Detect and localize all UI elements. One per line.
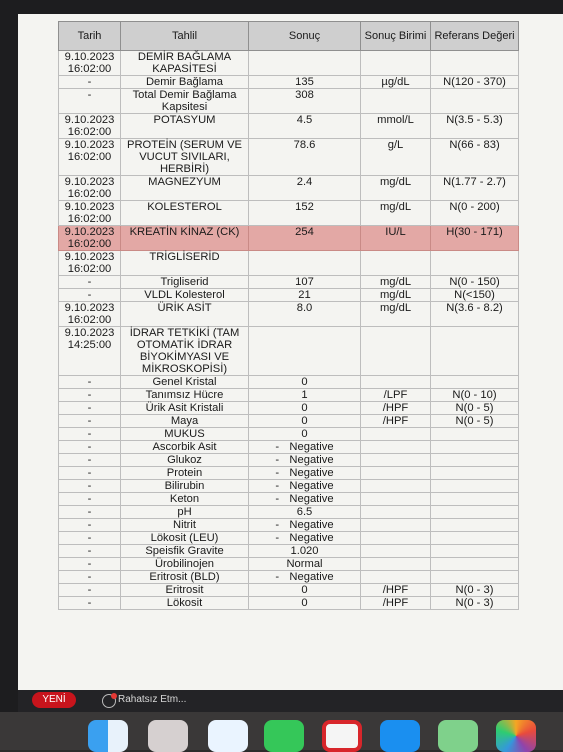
result-dash: - bbox=[275, 532, 280, 544]
cell-result: Normal bbox=[249, 558, 361, 571]
cell-unit: mg/dL bbox=[361, 201, 431, 226]
table-row bbox=[59, 302, 519, 327]
table-row bbox=[59, 139, 519, 176]
cell-test-name: Eritrosit (BLD) bbox=[121, 571, 249, 584]
cell-reference bbox=[431, 545, 519, 558]
cell-result bbox=[249, 327, 361, 376]
cell-reference bbox=[431, 467, 519, 480]
cell-unit bbox=[361, 519, 431, 532]
cell-date: - bbox=[59, 76, 121, 89]
cell-date: 9.10.2023 16:02:00 bbox=[59, 251, 121, 276]
result-dash: - bbox=[275, 480, 280, 492]
photos-icon[interactable] bbox=[496, 720, 536, 752]
result-dash: - bbox=[275, 571, 280, 583]
taskbar bbox=[18, 690, 563, 712]
cell-reference: N(0 - 5) bbox=[431, 415, 519, 428]
cell-reference bbox=[431, 89, 519, 114]
cell-date: - bbox=[59, 597, 121, 610]
header-date[interactable]: Tarih bbox=[59, 22, 121, 51]
cell-unit: /HPF bbox=[361, 584, 431, 597]
cell-unit: /HPF bbox=[361, 597, 431, 610]
screen bbox=[18, 14, 563, 690]
cell-result: 6.5 bbox=[249, 506, 361, 519]
cell-result bbox=[249, 454, 361, 467]
result-value: Negative bbox=[289, 454, 334, 466]
cell-date: 9.10.2023 16:02:00 bbox=[59, 51, 121, 76]
result-dash: - bbox=[275, 519, 280, 531]
dock bbox=[0, 712, 563, 750]
table-row bbox=[59, 415, 519, 428]
cell-test-name: Lökosit bbox=[121, 597, 249, 610]
cell-date: - bbox=[59, 289, 121, 302]
cell-reference bbox=[431, 327, 519, 376]
cell-unit bbox=[361, 545, 431, 558]
cell-date: 9.10.2023 16:02:00 bbox=[59, 114, 121, 139]
cell-test-name: Bilirubin bbox=[121, 480, 249, 493]
table-row bbox=[59, 89, 519, 114]
cell-date: 9.10.2023 16:02:00 bbox=[59, 201, 121, 226]
cell-unit: IU/L bbox=[361, 226, 431, 251]
table-row bbox=[59, 584, 519, 597]
table-row bbox=[59, 176, 519, 201]
table-row bbox=[59, 327, 519, 376]
cell-reference bbox=[431, 428, 519, 441]
lab-results-document bbox=[58, 21, 538, 610]
cell-unit bbox=[361, 454, 431, 467]
cell-test-name: PROTEİN (SERUM VE VUCUT SIVILARI, HERBİRİ) bbox=[121, 139, 249, 176]
cell-test-name: KOLESTEROL bbox=[121, 201, 249, 226]
cell-test-name: Lökosit (LEU) bbox=[121, 532, 249, 545]
cell-result bbox=[249, 51, 361, 76]
result-value: Negative bbox=[289, 571, 334, 583]
cell-result: 0 bbox=[249, 597, 361, 610]
table-row bbox=[59, 467, 519, 480]
cell-unit bbox=[361, 493, 431, 506]
cell-test-name: Keton bbox=[121, 493, 249, 506]
cell-result: 8.0 bbox=[249, 302, 361, 327]
table-row bbox=[59, 76, 519, 89]
cell-unit: /HPF bbox=[361, 402, 431, 415]
cell-reference: N(120 - 370) bbox=[431, 76, 519, 89]
cell-date: - bbox=[59, 519, 121, 532]
cell-result: 4.5 bbox=[249, 114, 361, 139]
cell-unit: mg/dL bbox=[361, 289, 431, 302]
cell-result: 78.6 bbox=[249, 139, 361, 176]
launchpad-icon[interactable] bbox=[148, 720, 188, 752]
cell-reference: N(66 - 83) bbox=[431, 139, 519, 176]
cell-test-name: Trigliserid bbox=[121, 276, 249, 289]
cell-result: 0 bbox=[249, 376, 361, 389]
table-row bbox=[59, 51, 519, 76]
cell-reference bbox=[431, 493, 519, 506]
cell-reference bbox=[431, 558, 519, 571]
cell-date: - bbox=[59, 441, 121, 454]
cell-test-name: KREATİN KİNAZ (CK) bbox=[121, 226, 249, 251]
cell-test-name: Eritrosit bbox=[121, 584, 249, 597]
cell-test-name: MUKUS bbox=[121, 428, 249, 441]
table-body bbox=[59, 51, 519, 610]
cell-reference: N(0 - 10) bbox=[431, 389, 519, 402]
cell-reference bbox=[431, 571, 519, 584]
cell-reference bbox=[431, 532, 519, 545]
cell-date: - bbox=[59, 545, 121, 558]
cell-date: - bbox=[59, 89, 121, 114]
header-test[interactable]: Tahlil bbox=[121, 22, 249, 51]
cell-test-name: Protein bbox=[121, 467, 249, 480]
cell-unit: mg/dL bbox=[361, 302, 431, 327]
mail-icon[interactable] bbox=[380, 720, 420, 752]
cell-result bbox=[249, 571, 361, 584]
cell-test-name: Genel Kristal bbox=[121, 376, 249, 389]
table-row bbox=[59, 201, 519, 226]
cell-result bbox=[249, 251, 361, 276]
cell-unit bbox=[361, 428, 431, 441]
cell-unit bbox=[361, 441, 431, 454]
cell-unit bbox=[361, 327, 431, 376]
cell-test-name: Maya bbox=[121, 415, 249, 428]
cell-test-name: Speisfik Gravite bbox=[121, 545, 249, 558]
table-row bbox=[59, 428, 519, 441]
cell-unit bbox=[361, 51, 431, 76]
result-dash: - bbox=[275, 467, 280, 479]
result-value: Negative bbox=[289, 441, 334, 453]
cell-date: - bbox=[59, 454, 121, 467]
cell-reference: N(0 - 5) bbox=[431, 402, 519, 415]
cell-reference bbox=[431, 519, 519, 532]
cell-reference: H(30 - 171) bbox=[431, 226, 519, 251]
cell-date: - bbox=[59, 480, 121, 493]
maps-icon[interactable] bbox=[438, 720, 478, 752]
cell-unit: mmol/L bbox=[361, 114, 431, 139]
cell-unit bbox=[361, 571, 431, 584]
header-result[interactable]: Sonuç bbox=[249, 22, 361, 51]
cell-reference bbox=[431, 454, 519, 467]
cell-test-name: MAGNEZYUM bbox=[121, 176, 249, 201]
lab-results-table bbox=[58, 21, 519, 610]
cell-unit bbox=[361, 89, 431, 114]
safari-icon[interactable] bbox=[208, 720, 248, 752]
cell-test-name: Glukoz bbox=[121, 454, 249, 467]
cell-test-name: Ascorbik Asit bbox=[121, 441, 249, 454]
cell-test-name: ÜRİK ASİT bbox=[121, 302, 249, 327]
cell-reference: N(0 - 200) bbox=[431, 201, 519, 226]
cell-unit bbox=[361, 532, 431, 545]
result-value: Negative bbox=[289, 532, 334, 544]
result-value: Negative bbox=[289, 493, 334, 505]
cell-test-name: DEMİR BAĞLAMA KAPASİTESİ bbox=[121, 51, 249, 76]
cell-test-name: İDRAR TETKİKİ (TAM OTOMATİK İDRAR BİYOKİMYASI VE MİKROSKOPİSİ) bbox=[121, 327, 249, 376]
cell-date: 9.10.2023 16:02:00 bbox=[59, 302, 121, 327]
cell-result: 135 bbox=[249, 76, 361, 89]
cell-reference bbox=[431, 480, 519, 493]
table-row bbox=[59, 558, 519, 571]
cell-reference: N(<150) bbox=[431, 289, 519, 302]
finder-icon[interactable] bbox=[88, 720, 128, 752]
cell-date: - bbox=[59, 402, 121, 415]
cell-date: - bbox=[59, 558, 121, 571]
cell-date: - bbox=[59, 467, 121, 480]
cell-unit: /HPF bbox=[361, 415, 431, 428]
cell-reference: N(0 - 3) bbox=[431, 584, 519, 597]
cell-result: 2.4 bbox=[249, 176, 361, 201]
cell-date: 9.10.2023 16:02:00 bbox=[59, 139, 121, 176]
table-row bbox=[59, 571, 519, 584]
cell-date: 9.10.2023 16:02:00 bbox=[59, 176, 121, 201]
result-value: Negative bbox=[289, 467, 334, 479]
result-dash: - bbox=[275, 493, 280, 505]
cell-reference: N(0 - 150) bbox=[431, 276, 519, 289]
cell-test-name: VLDL Kolesterol bbox=[121, 289, 249, 302]
table-header-row bbox=[59, 22, 519, 51]
cell-unit bbox=[361, 558, 431, 571]
table-row bbox=[59, 402, 519, 415]
cell-test-name: Nitrit bbox=[121, 519, 249, 532]
cell-result: 21 bbox=[249, 289, 361, 302]
cell-unit bbox=[361, 506, 431, 519]
table-row bbox=[59, 545, 519, 558]
cell-reference: N(1.77 - 2.7) bbox=[431, 176, 519, 201]
cell-result bbox=[249, 467, 361, 480]
cell-unit: /LPF bbox=[361, 389, 431, 402]
cell-reference bbox=[431, 251, 519, 276]
result-dash: - bbox=[275, 441, 280, 453]
cell-unit bbox=[361, 467, 431, 480]
cell-unit bbox=[361, 480, 431, 493]
cell-unit: mg/dL bbox=[361, 176, 431, 201]
header-reference[interactable]: Referans Değeri bbox=[431, 22, 519, 51]
cell-result: 308 bbox=[249, 89, 361, 114]
cell-result bbox=[249, 441, 361, 454]
cell-test-name: Total Demir Bağlama Kapsitesi bbox=[121, 89, 249, 114]
cell-test-name: Ürobilinojen bbox=[121, 558, 249, 571]
cell-reference: N(3.6 - 8.2) bbox=[431, 302, 519, 327]
cell-result bbox=[249, 532, 361, 545]
cell-test-name: Tanımsız Hücre bbox=[121, 389, 249, 402]
table-row bbox=[59, 519, 519, 532]
cell-unit: µg/dL bbox=[361, 76, 431, 89]
cell-date: - bbox=[59, 571, 121, 584]
cell-date: - bbox=[59, 584, 121, 597]
cell-result: 0 bbox=[249, 428, 361, 441]
cell-test-name: Ürik Asit Kristali bbox=[121, 402, 249, 415]
cell-result: 152 bbox=[249, 201, 361, 226]
table-row bbox=[59, 454, 519, 467]
cell-unit bbox=[361, 376, 431, 389]
cell-date: - bbox=[59, 376, 121, 389]
cell-date: - bbox=[59, 493, 121, 506]
table-row bbox=[59, 289, 519, 302]
new-button[interactable]: YENİ bbox=[32, 692, 76, 708]
cell-result: 1 bbox=[249, 389, 361, 402]
cell-result: 1.020 bbox=[249, 545, 361, 558]
cell-reference: N(0 - 3) bbox=[431, 597, 519, 610]
cell-test-name: pH bbox=[121, 506, 249, 519]
cell-reference bbox=[431, 376, 519, 389]
cell-date: - bbox=[59, 415, 121, 428]
table-row bbox=[59, 389, 519, 402]
cell-result: 254 bbox=[249, 226, 361, 251]
cell-unit: g/L bbox=[361, 139, 431, 176]
cell-reference: N(3.5 - 5.3) bbox=[431, 114, 519, 139]
messages-icon[interactable] bbox=[264, 720, 304, 752]
table-row bbox=[59, 376, 519, 389]
table-row bbox=[59, 114, 519, 139]
cell-unit: mg/dL bbox=[361, 276, 431, 289]
notification-text[interactable]: Rahatsız Etm... bbox=[118, 694, 187, 705]
cell-unit bbox=[361, 251, 431, 276]
table-row bbox=[59, 276, 519, 289]
cell-date: 9.10.2023 16:02:00 bbox=[59, 226, 121, 251]
cell-date: - bbox=[59, 506, 121, 519]
cell-date: - bbox=[59, 532, 121, 545]
table-row bbox=[59, 251, 519, 276]
cell-test-name: POTASYUM bbox=[121, 114, 249, 139]
cell-date: - bbox=[59, 389, 121, 402]
table-row bbox=[59, 597, 519, 610]
cell-result: 0 bbox=[249, 415, 361, 428]
table-row bbox=[59, 532, 519, 545]
cell-reference bbox=[431, 441, 519, 454]
cell-reference bbox=[431, 51, 519, 76]
notification-badge bbox=[111, 693, 117, 699]
cell-test-name: Demir Bağlama bbox=[121, 76, 249, 89]
table-row bbox=[59, 506, 519, 519]
opera-icon[interactable] bbox=[322, 720, 362, 752]
header-unit[interactable]: Sonuç Birimi bbox=[361, 22, 431, 51]
cell-result: 0 bbox=[249, 584, 361, 597]
cell-test-name: TRİGLİSERİD bbox=[121, 251, 249, 276]
cell-result bbox=[249, 519, 361, 532]
table-row bbox=[59, 226, 519, 251]
cell-date: - bbox=[59, 428, 121, 441]
cell-reference bbox=[431, 506, 519, 519]
table-row bbox=[59, 480, 519, 493]
table-row bbox=[59, 441, 519, 454]
cell-date: - bbox=[59, 276, 121, 289]
cell-result bbox=[249, 493, 361, 506]
cell-date: 9.10.2023 14:25:00 bbox=[59, 327, 121, 376]
result-dash: - bbox=[275, 454, 280, 466]
cell-result bbox=[249, 480, 361, 493]
table-row bbox=[59, 493, 519, 506]
result-value: Negative bbox=[289, 519, 334, 531]
result-value: Negative bbox=[289, 480, 334, 492]
cell-result: 0 bbox=[249, 402, 361, 415]
cell-result: 107 bbox=[249, 276, 361, 289]
